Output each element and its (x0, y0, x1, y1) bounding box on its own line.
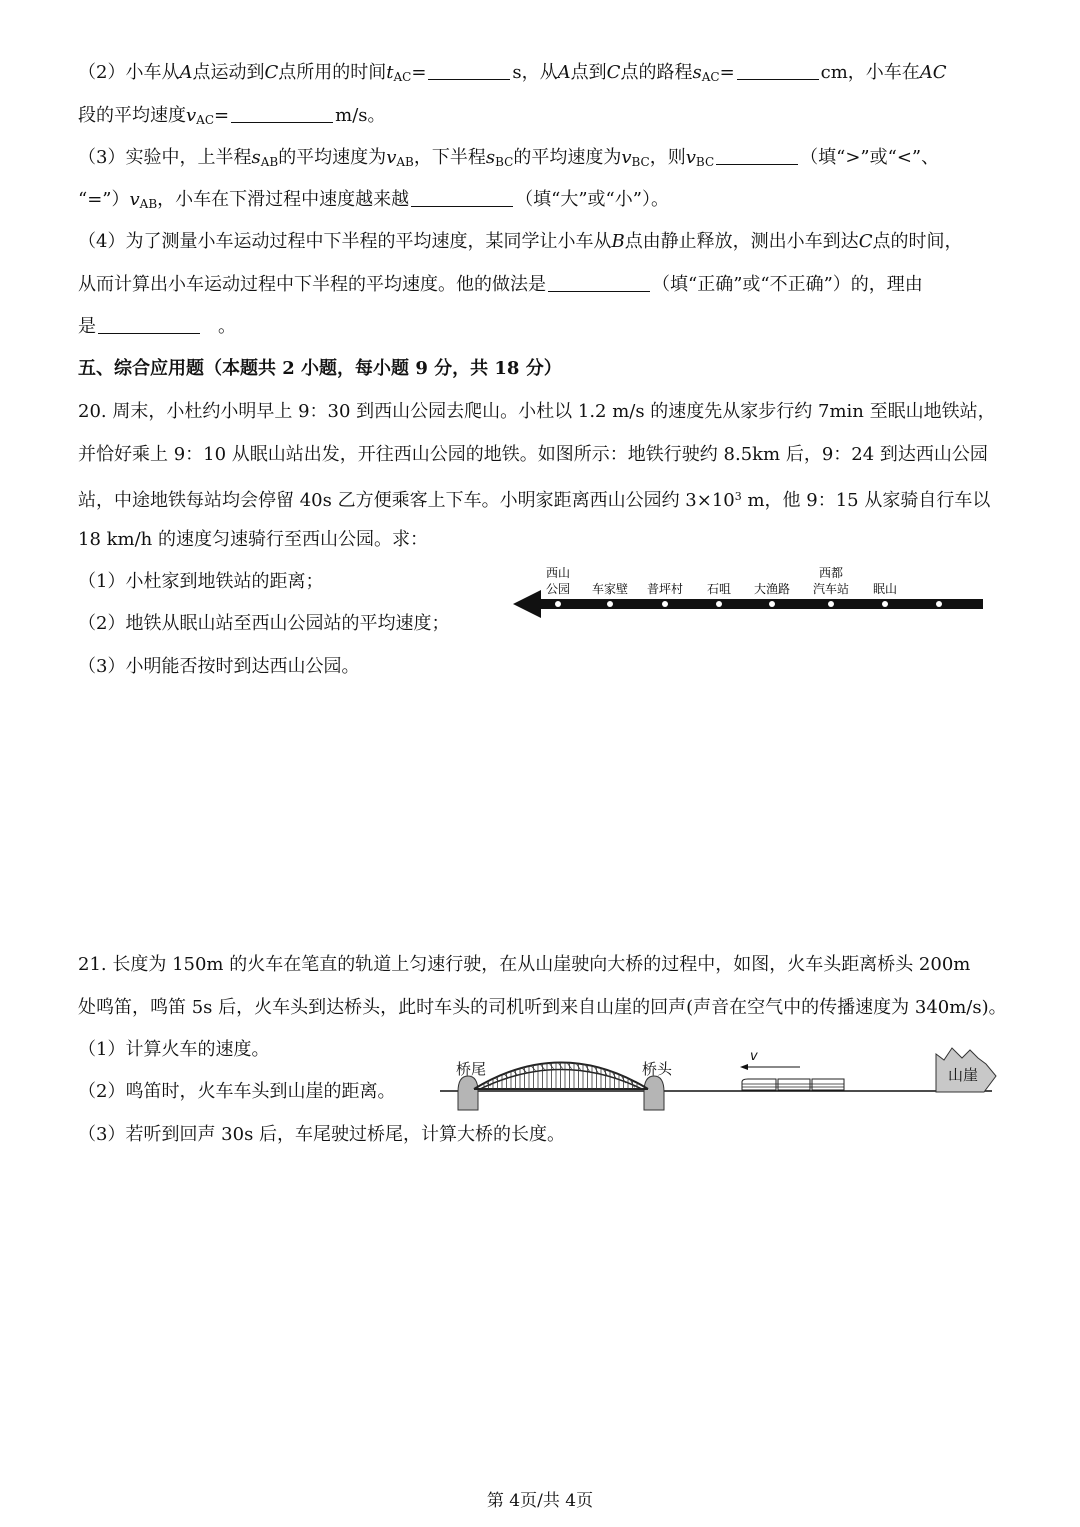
bridge-head-pier (644, 1076, 664, 1110)
station-dot (882, 601, 888, 607)
q19-part4-line3: 是 。 (78, 316, 236, 337)
station-label: 汽车站 (812, 582, 850, 596)
q19-part4-line1: （4）为了测量小车运动过程中下半程的平均速度，某同学让小车从B点由静止释放，测出小车到达C点的时间， (78, 231, 963, 252)
answer-blank-vac[interactable] (231, 104, 333, 123)
q21-sub2: （2）鸣笛时，火车车头到山崖的距离。 (78, 1081, 396, 1102)
station-label: 眠山 (872, 582, 898, 596)
q20-sub1: （1）小杜家到地铁站的距离； (78, 571, 324, 592)
station-label: 公园 (545, 582, 571, 596)
station-label: 普坪村 (646, 582, 684, 596)
station-label: 石咀 (706, 582, 732, 596)
q19-part2-line1: （2）小车从A点运动到C点所用的时间$t_{AC}= s$，从A点到C点的路程$s_{AC}=$ cm，小车在AC (78, 62, 947, 84)
metro-line-figure (505, 562, 990, 624)
station-dot (555, 601, 561, 607)
q21-sub1: （1）计算火车的速度。 (78, 1039, 270, 1060)
station-label: 车家壁 (591, 582, 629, 596)
station-dot (607, 601, 613, 607)
q21-sub3: （3）若听到回声 30s 后，车尾驶过桥尾，计算大桥的长度。 (78, 1124, 566, 1145)
q21-line1: 21. 长度为 150m 的火车在笔直的轨道上匀速行驶，在从山崖驶向大桥的过程中，如图，火车头距离桥头 200m (78, 954, 971, 975)
bridge-arch-inner (480, 1070, 642, 1090)
station-dot (828, 601, 834, 607)
answer-blank-speed-trend[interactable] (411, 188, 513, 207)
bridge-tail-pier (458, 1076, 478, 1110)
metro-arrow (513, 590, 983, 618)
bridge-head-label: 桥头 (642, 1060, 673, 1078)
q19-part3-line1: （3）实验中，上半程$s_{AB}$的平均速度为$v_{AB}$，下半程$s_{BC}$的平均速度为$v_{BC}$，则$v_{BC}$ （填“>”或“<”、 (78, 147, 940, 169)
answer-blank-tac[interactable] (428, 61, 510, 80)
q21-line2: 处鸣笛，鸣笛 5s 后，火车头到达桥头，此时车头的司机听到来自山崖的回声(声音在空气中的传播速度为 340m/s)。 (78, 997, 1007, 1018)
bridge-truss (484, 1063, 637, 1089)
bridge-tail-label: 桥尾 (456, 1060, 487, 1078)
section-heading: 五、综合应用题（本题共 2 小题，每小题 9 分，共 18 分） (78, 358, 562, 379)
station-dot (662, 601, 668, 607)
q19-part4-line2: 从而计算出小车运动过程中下半程的平均速度。他的做法是 （填“正确”或“不正确”）的，理由 (78, 274, 923, 295)
station-dot (716, 601, 722, 607)
q20-sub2: （2）地铁从眠山站至西山公园站的平均速度； (78, 613, 450, 634)
page-footer: 第 4页/共 4页 (486, 1491, 594, 1511)
answer-blank-compare[interactable] (716, 146, 798, 165)
station-dot (769, 601, 775, 607)
q20-sub3: （3）小明能否按时到达西山公园。 (78, 656, 360, 677)
q19-part3-line2: “$=”)v_{AB}$，小车在下滑过程中速度越来越 （填“大”或“小”）。 (78, 189, 669, 211)
station-label-top: 西都 (818, 566, 844, 580)
cliff-label: 山崖 (948, 1066, 979, 1084)
answer-blank-reason[interactable] (98, 315, 200, 334)
answer-blank-correctness[interactable] (548, 273, 650, 292)
q20-line2: 并恰好乘上 9：10 从眠山站出发，开往西山公园的地铁。如图所示：地铁行驶约 8.5km 后，9：24 到达西山公园 (78, 444, 988, 465)
q20-line4: 18 km/h 的速度匀速骑行至西山公园。求： (78, 529, 428, 550)
velocity-label: v (750, 1049, 758, 1064)
velocity-arrowhead (740, 1064, 748, 1070)
q19-part2-line2: 段的平均速度$v_{AC}= m/s$。 (78, 105, 386, 127)
station-label: 大渔路 (753, 582, 791, 596)
q20-line1: 20. 周末，小杜约小明早上 9：30 到西山公园去爬山。小杜以 1.2 m/s 的速度先从家步行约 7min 至眠山地铁站， (78, 401, 996, 422)
station-dot (936, 601, 942, 607)
train (742, 1079, 844, 1090)
station-label-top: 西山 (545, 566, 571, 580)
answer-blank-sac[interactable] (737, 61, 819, 80)
q20-line3: 站，中途地铁每站均会停留 40s 乙方便乘客上下车。小明家距离西山公园约 $3\times 10^3$ m，他 9：15 从家骑自行车以 (78, 490, 991, 511)
bridge-figure (436, 1040, 1002, 1115)
